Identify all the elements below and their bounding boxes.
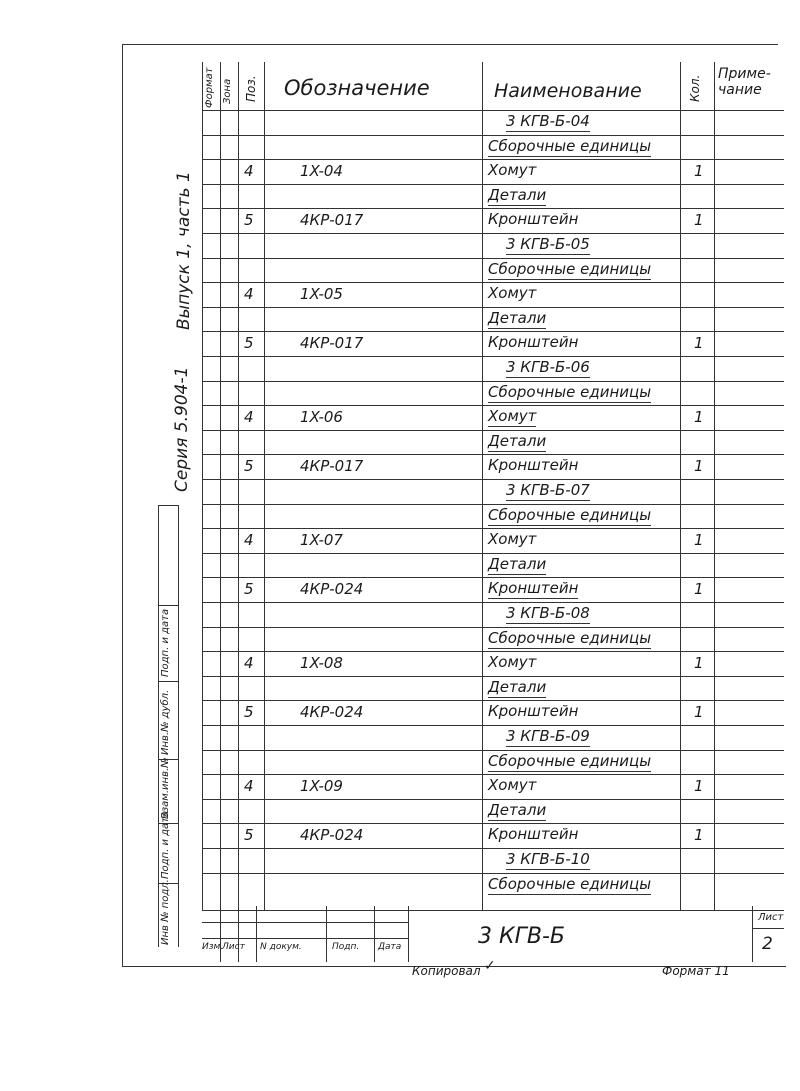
row-qty: 1 — [694, 457, 704, 476]
row-pos: 4 — [244, 531, 254, 550]
table-row — [202, 725, 784, 750]
row-name: Хомут — [488, 530, 537, 549]
title-block — [202, 906, 784, 962]
table-row — [202, 823, 784, 848]
row-name: 3 КГВ-Б-06 — [506, 358, 590, 376]
row-qty: 1 — [694, 703, 704, 722]
row-designation: 1X-08 — [300, 654, 343, 673]
series-label: Серия 5.904-1 — [172, 366, 192, 492]
row-name: 3 КГВ-Б-04 — [506, 112, 590, 130]
table-row — [202, 627, 784, 652]
row-qty: 1 — [694, 654, 704, 673]
table-row — [202, 110, 784, 135]
header-name: Наименование — [494, 80, 642, 102]
table-row — [202, 184, 784, 209]
header-note: Приме-чание — [718, 66, 771, 98]
row-name: 3 КГВ-Б-05 — [506, 235, 590, 253]
row-designation: 4КР-017 — [300, 334, 364, 353]
header-pos: Поз. — [244, 75, 258, 102]
title-header-ndokum: N докум. — [260, 942, 302, 952]
row-qty: 1 — [694, 162, 704, 181]
row-qty: 1 — [694, 334, 704, 353]
row-name: Хомут — [488, 284, 537, 303]
table-row — [202, 750, 784, 775]
title-header-list: Лист — [222, 942, 245, 952]
row-qty: 1 — [694, 531, 704, 550]
row-name: Сборочные единицы — [488, 751, 652, 770]
row-name: Детали — [488, 185, 547, 204]
row-pos: 5 — [244, 211, 254, 230]
row-name: Кронштейн — [488, 579, 579, 598]
document-code: 3 КГВ-Б — [478, 924, 565, 949]
row-qty: 1 — [694, 826, 704, 845]
row-name: Сборочные единицы — [488, 874, 652, 893]
table-row — [202, 356, 784, 381]
row-pos: 5 — [244, 334, 254, 353]
header-designation: Обозначение — [284, 76, 430, 100]
row-name: Кронштейн — [488, 210, 579, 229]
frame-top-line — [122, 44, 778, 45]
sheet-number: 2 — [762, 934, 773, 954]
title-header-izm: Изм. — [202, 942, 224, 952]
table-row — [202, 700, 784, 725]
issue-label: Выпуск 1, часть 1 — [174, 171, 194, 330]
row-name: Сборочные единицы — [488, 628, 652, 647]
table-row — [202, 553, 784, 578]
table-row — [202, 651, 784, 676]
table-row — [202, 479, 784, 504]
row-designation: 4КР-024 — [300, 826, 364, 845]
format-label: Формат 11 — [662, 964, 730, 978]
table-row — [202, 602, 784, 627]
row-name: Детали — [488, 431, 547, 450]
row-name: Кронштейн — [488, 456, 579, 475]
table-row — [202, 676, 784, 701]
row-name: Хомут — [488, 407, 537, 426]
table-row — [202, 331, 784, 356]
table-row — [202, 528, 784, 553]
row-qty: 1 — [694, 777, 704, 796]
row-designation: 1X-07 — [300, 531, 343, 550]
table-row — [202, 454, 784, 479]
row-designation: 1X-09 — [300, 777, 343, 796]
table-row — [202, 405, 784, 430]
row-pos: 4 — [244, 777, 254, 796]
row-qty: 1 — [694, 408, 704, 427]
table-row — [202, 135, 784, 160]
row-name: Детали — [488, 554, 547, 573]
table-row — [202, 430, 784, 455]
row-designation: 1X-04 — [300, 162, 343, 181]
table-row — [202, 504, 784, 529]
stamp-label-podp-data-1: Подп. и дата — [160, 810, 171, 879]
signature-mark: ✓ — [484, 958, 496, 974]
row-designation: 4КР-024 — [300, 580, 364, 599]
row-name: Хомут — [488, 161, 537, 180]
table-row — [202, 799, 784, 824]
row-name: 3 КГВ-Б-10 — [506, 850, 590, 868]
row-pos: 4 — [244, 408, 254, 427]
row-designation: 4КР-017 — [300, 211, 364, 230]
row-pos: 5 — [244, 703, 254, 722]
row-name: Кронштейн — [488, 702, 579, 721]
stamp-label-podp-data-2: Подп. и дата — [160, 608, 171, 677]
row-name: Сборочные единицы — [488, 136, 652, 155]
row-pos: 4 — [244, 285, 254, 304]
side-stamp-strip — [158, 505, 202, 947]
header-format: Формат — [204, 67, 215, 108]
header-qty: Кол. — [688, 74, 702, 102]
table-row — [202, 307, 784, 332]
row-pos: 4 — [244, 162, 254, 181]
frame-left-line — [122, 44, 123, 966]
table-row — [202, 208, 784, 233]
row-pos: 5 — [244, 580, 254, 599]
row-designation: 1X-06 — [300, 408, 343, 427]
row-name: Сборочные единицы — [488, 382, 652, 401]
copied-label: Копировал — [412, 964, 481, 978]
row-pos: 5 — [244, 457, 254, 476]
row-name: 3 КГВ-Б-09 — [506, 727, 590, 745]
row-name: Кронштейн — [488, 333, 579, 352]
spec-table — [202, 62, 784, 910]
table-row — [202, 381, 784, 406]
table-row — [202, 282, 784, 307]
row-designation: 1X-05 — [300, 285, 343, 304]
row-name: 3 КГВ-Б-08 — [506, 604, 590, 622]
row-qty: 1 — [694, 211, 704, 230]
title-header-podp: Подп. — [332, 942, 360, 952]
table-row — [202, 233, 784, 258]
row-designation: 4КР-024 — [300, 703, 364, 722]
header-zone: Зона — [222, 78, 233, 104]
row-name: Кронштейн — [488, 825, 579, 844]
row-pos: 5 — [244, 826, 254, 845]
stamp-label-inv-dubl: Инв.№ дубл. — [160, 689, 171, 755]
row-name: Детали — [488, 677, 547, 696]
table-row — [202, 873, 784, 898]
row-name: Сборочные единицы — [488, 259, 652, 278]
stamp-label-vzam-inv: Взам.инв.№ — [160, 757, 171, 819]
table-row — [202, 258, 784, 283]
stamp-label-inv-podl: Инв № подл. — [160, 879, 171, 945]
row-name: Сборочные единицы — [488, 505, 652, 524]
title-header-data: Дата — [378, 942, 402, 952]
row-name: Хомут — [488, 653, 537, 672]
table-row — [202, 774, 784, 799]
row-name: Хомут — [488, 776, 537, 795]
row-name: 3 КГВ-Б-07 — [506, 481, 590, 499]
row-pos: 4 — [244, 654, 254, 673]
row-qty: 1 — [694, 580, 704, 599]
row-name: Детали — [488, 800, 547, 819]
sheet-label: Лист — [758, 912, 784, 923]
table-row — [202, 577, 784, 602]
row-name: Детали — [488, 308, 547, 327]
table-row — [202, 848, 784, 873]
table-row — [202, 159, 784, 184]
row-designation: 4КР-017 — [300, 457, 364, 476]
